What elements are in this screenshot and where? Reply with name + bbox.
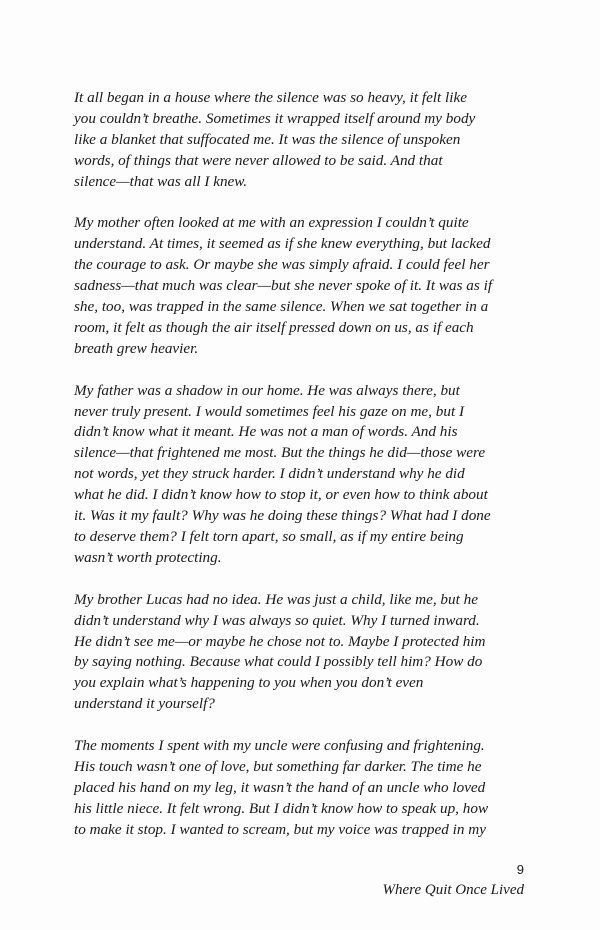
text-line: like a blanket that suffocated me. It was the silence of unspoken: [74, 130, 461, 148]
body-text: [74, 88, 534, 861]
text-line: My father was a shadow in our home. He was always there, but: [74, 381, 460, 399]
text-line: placed his hand on my leg, it wasn’t the hand of an uncle who loved: [74, 778, 486, 796]
text-line: silence—that was all I knew.: [74, 172, 248, 190]
text-line: you couldn’t breathe. Sometimes it wrapped itself around my body: [74, 109, 476, 127]
text-line: room, it felt as though the air itself pressed down on us, as if each: [74, 318, 474, 336]
text-line: He didn’t see me—or maybe he chose not to. Maybe I protected him: [74, 632, 486, 650]
text-line: she, too, was trapped in the same silence. When we sat together in a: [74, 298, 489, 316]
text-line: understand. At times, it seemed as if she knew everything, but lacked: [74, 235, 491, 253]
text-line: didn’t know what it meant. He was not a man of words. And his: [74, 423, 458, 441]
paragraph-5: [74, 736, 534, 841]
text-line: words, of things that were never allowed to be said. And that: [74, 151, 443, 169]
text-line: It all began in a house where the silence was so heavy, it felt like: [74, 89, 467, 106]
text-line: didn’t understand why I was always so quiet. Why I turned inward.: [74, 611, 480, 629]
text-line: silence—that frightened me most. But the things he did—those were: [74, 444, 486, 462]
text-line: to make it stop. I wanted to scream, but my voice was trapped in my: [74, 820, 486, 838]
paragraph-3: [74, 381, 534, 569]
text-line: you explain what’s happening to you when you don’t even: [74, 674, 424, 692]
paragraph-4: [74, 590, 534, 715]
text-line: to deserve them? I felt torn apart, so small, as if my entire being: [74, 528, 464, 545]
text-line: by saying nothing. Because what could I possibly tell him? How do: [74, 653, 483, 671]
running-footer-title: Where Quit Once Lived: [382, 882, 524, 898]
page-number: 9: [516, 862, 524, 877]
text-line: My mother often looked at me with an expression I couldn’t quite: [74, 214, 469, 232]
text-line: the courage to ask. Or maybe she was simply afraid. I could feel her: [74, 256, 490, 274]
text-line: The moments I spent with my uncle were confusing and frightening.: [74, 737, 485, 755]
text-line: breath grew heavier.: [74, 339, 199, 357]
text-line: wasn’t worth protecting.: [74, 548, 222, 566]
paragraph-2: [74, 213, 534, 359]
text-line: it. Was it my fault? Why was he doing these things? What had I done: [74, 507, 491, 525]
text-line: sadness—that much was clear—but she never spoke of it. It was as if: [74, 277, 493, 295]
text-line: understand it yourself?: [74, 695, 215, 713]
paragraph-1: [74, 88, 534, 193]
text-line: not words, yet they struck harder. I didn’t understand why he did: [74, 465, 465, 483]
text-line: never truly present. I would sometimes feel his gaze on me, but I: [74, 402, 465, 420]
text-line: his little niece. It felt wrong. But I didn’t know how to speak up, how: [74, 799, 489, 817]
text-line: what he did. I didn’t know how to stop it, or even how to think about: [74, 486, 488, 504]
text-line: His touch wasn’t one of love, but something far darker. The time he: [74, 757, 482, 775]
text-line: My brother Lucas had no idea. He was just a child, like me, but he: [74, 590, 478, 608]
